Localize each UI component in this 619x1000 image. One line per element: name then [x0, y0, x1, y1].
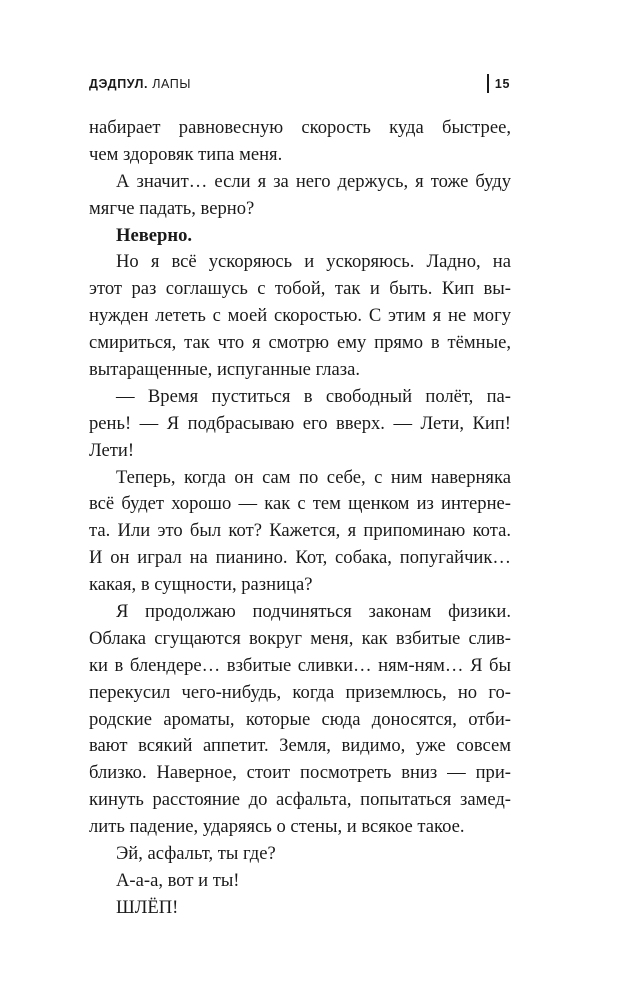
- text-line: лить падение, ударяясь о стены, и всякое такое.: [89, 816, 465, 838]
- header-divider: [487, 74, 489, 93]
- text-line: А-а-а, вот и ты!: [116, 869, 240, 891]
- text-line: какая, в сущности, разница?: [89, 574, 313, 596]
- text-line: родские ароматы, которые сюда доносятся, отби-: [89, 708, 511, 730]
- text-line: Но я всё ускоряюсь и ускоряюсь. Ладно, на: [116, 251, 511, 273]
- text-line: кинуть расстояние до асфальта, попытаться замед-: [89, 789, 511, 811]
- text-line: Облака сгущаются вокруг меня, как взбитые слив-: [89, 627, 511, 649]
- text-line: близко. Наверное, стоит посмотреть вниз — при-: [89, 762, 511, 784]
- running-title: [89, 77, 191, 91]
- text-line: Я продолжаю подчиняться законам физики.: [116, 601, 511, 623]
- text-line: Эй, асфальт, ты где?: [116, 843, 276, 865]
- text-line: смириться, так что я смотрю ему прямо в тёмные,: [89, 332, 511, 354]
- page-number: 15: [494, 77, 510, 91]
- text-line: та. Или это был кот? Кажется, я припоминаю кота.: [89, 520, 511, 542]
- running-title-book: ЛАПЫ: [152, 77, 192, 91]
- body-text: [89, 115, 511, 922]
- text-line: рень! — Я подбрасываю его вверх. — Лети, Кип!: [89, 412, 511, 434]
- text-line: нужден лететь с моей скоростью. С этим я не могу: [89, 305, 511, 327]
- text-line: Лети!: [89, 439, 135, 461]
- text-line: ШЛЁП!: [116, 896, 179, 918]
- text-line: этот раз соглашусь с тобой, так и быть. Кип вы-: [89, 278, 511, 300]
- text-line: всё будет хорошо — как с тем щенком из интерне-: [89, 493, 511, 515]
- text-line: ки в блендере… взбитые сливки… ням-ням… Я бы: [89, 654, 511, 676]
- text-line: мягче падать, верно?: [89, 197, 255, 219]
- page-header: [89, 74, 510, 94]
- text-line: набирает равновесную скорость куда быстрее,: [89, 117, 511, 138]
- text-line: вают всякий аппетит. Земля, видимо, уже совсем: [89, 735, 511, 757]
- text-line: перекусил чего-нибудь, когда приземлюсь, но го-: [89, 681, 511, 703]
- text-line: Неверно.: [116, 224, 193, 246]
- running-title-author: ДЭДПУЛ.: [89, 77, 149, 91]
- text-line: Теперь, когда он сам по себе, с ним наверняка: [116, 466, 511, 488]
- text-line: А значит… если я за него держусь, я тоже буду: [116, 170, 511, 192]
- text-line: И он играл на пианино. Кот, собака, попугайчик…: [89, 547, 511, 569]
- text-line: чем здоровяк типа меня.: [89, 143, 283, 165]
- text-line: вытаращенные, испуганные глаза.: [89, 359, 361, 381]
- text-line: — Время пуститься в свободный полёт, па-: [116, 385, 511, 407]
